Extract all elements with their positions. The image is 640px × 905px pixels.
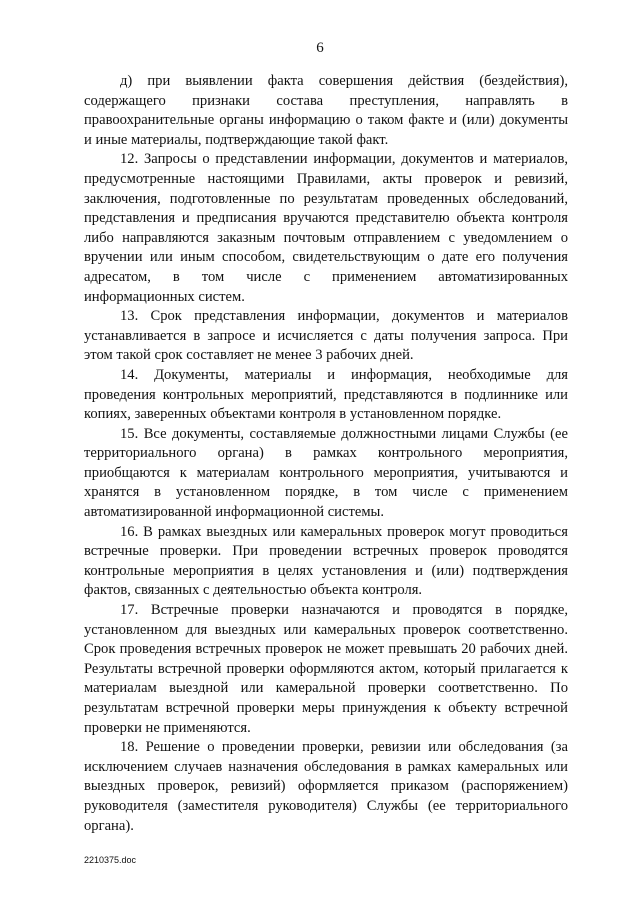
paragraph-12: 12. Запросы о представлении информации, документов и материалов, предусмотренные настоящими Правилами, акты проверок и ревизий, заключения, подготовленные по результатам проведенных обследований, представления и предписания вручаются представителю объекта контроля либо направляются заказным почтовым отправлением с уведомлением о вручении или иным способом, свидетельствующим о дате его получения адресатом, в том числе с применением автоматизированных информационных систем. xyxy=(84,151,568,305)
paragraph-17: 17. Встречные проверки назначаются и проводятся в порядке, установленном для выездных или камеральных проверок соответственно. Срок проведения встречных проверок не может превышать 20 рабочих дней. Результаты встречной проверки оформляются актом, который прилагается к материалам выездной или камеральной проверки соответственно. По результатам встречной проверки меры принуждения к объекту встречной проверки не применяются. xyxy=(84,602,568,736)
paragraph-13: 13. Срок представления информации, документов и материалов устанавливается в запросе и исчисляется с даты получения запроса. При этом такой срок составляет не менее 3 рабочих дней. xyxy=(84,308,568,364)
footer-filename: 2210375.doc xyxy=(84,855,137,865)
paragraph-15: 15. Все документы, составляемые должностными лицами Службы (ее территориального органа) в рамках контрольного мероприятия, приобщаются к материалам контрольного мероприятия, учитываются и хранятся в установленном порядке, в том числе с применением автоматизированной информационной системы. xyxy=(84,425,568,521)
paragraph-16: 16. В рамках выездных или камеральных проверок могут проводиться встречные проверки. При проведении встречных проверок проводятся контрольные мероприятия в целях установления и (или) подтверждения фактов, связанных с деятельностью объекта контроля. xyxy=(84,523,568,599)
paragraph-14: 14. Документы, материалы и информация, необходимые для проведения контрольных мероприятий, представляются в подлиннике или копиях, заверенных объектами контроля в установленном порядке. xyxy=(84,366,568,423)
paragraph-d: д) при выявлении факта совершения действия (бездействия), содержащего признаки состава преступления, направлять в правоохранительные органы информацию о таком факте и (или) документы и иные материалы, подтверждающие такой факт. xyxy=(84,73,568,148)
page-number: 6 xyxy=(316,40,324,56)
document-body xyxy=(84,72,568,836)
paragraph-18: 18. Решение о проведении проверки, ревизии или обследования (за исключением случаев назначения обследования в рамках камеральных или выездных проверок, ревизий) оформляется приказом (распоряжением) руководителя (заместителя руководителя) Службы (ее территориального органа). xyxy=(84,739,568,834)
